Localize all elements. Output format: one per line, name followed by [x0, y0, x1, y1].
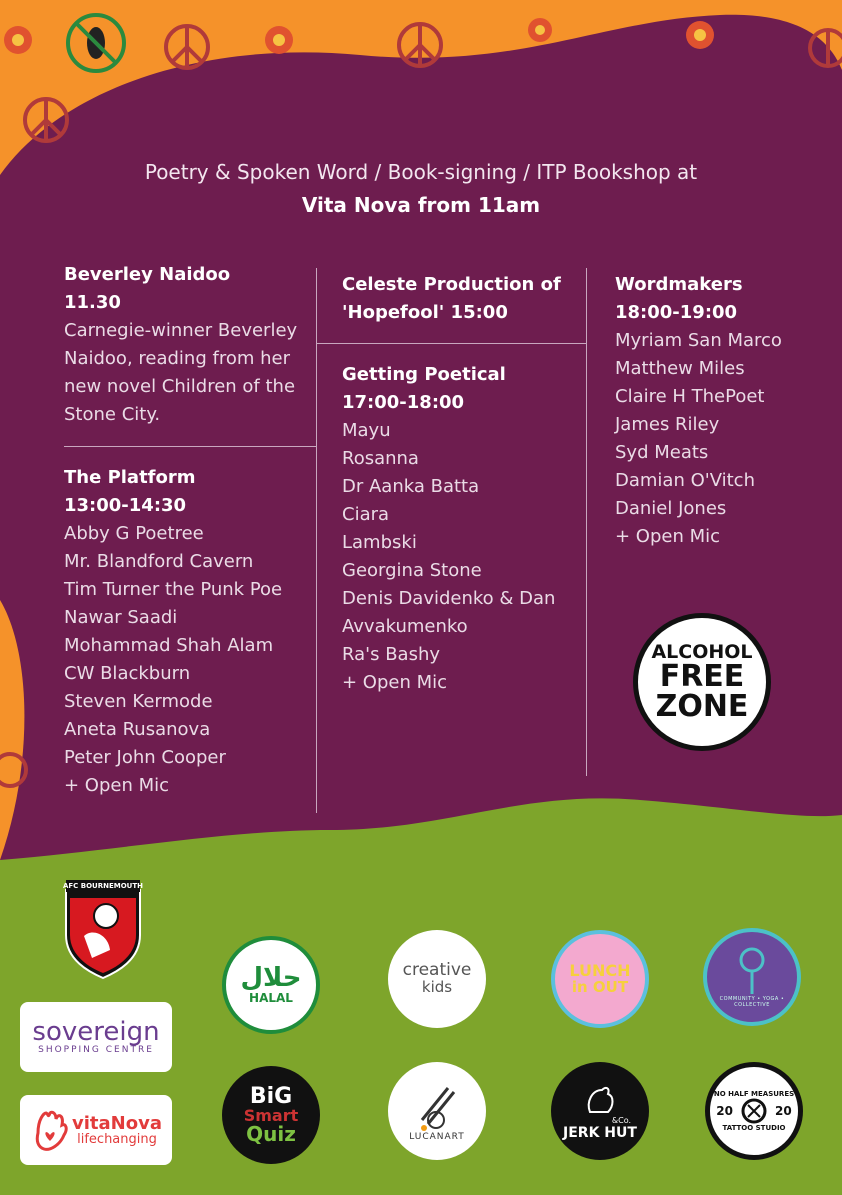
column-1-platform	[64, 464, 282, 800]
header-line-2: Vita Nova from 11am	[301, 193, 541, 217]
platform-name: + Open Mic	[64, 775, 170, 796]
beverley-desc-3: new novel Children of the	[64, 376, 296, 397]
celeste-title-b: 'Hopefool' 15:00	[342, 302, 508, 323]
kids-text: kids	[421, 978, 453, 997]
afc-bournemouth-logo	[62, 880, 144, 980]
beverley-desc-1: Carnegie-winner Beverley	[64, 320, 298, 341]
tattoo-emblem-icon	[741, 1098, 767, 1124]
platform-name: Aneta Rusanova	[64, 719, 211, 740]
vitanova-logo	[20, 1095, 172, 1165]
column-3	[615, 271, 782, 551]
poetical-name: Avvakumenko	[342, 616, 468, 637]
big-smart-quiz-logo	[222, 1066, 320, 1164]
column-2-poetical	[342, 361, 555, 697]
alcohol-free-badge	[633, 613, 771, 751]
poetical-name: Ra's Bashy	[342, 644, 441, 665]
brush-hand-icon	[412, 1080, 462, 1132]
lifechanging-text: lifechanging	[77, 1131, 157, 1147]
celeste-title-a: Celeste Production of	[342, 274, 561, 295]
alcohol-text: ALCOHOL	[651, 640, 753, 663]
column-1	[64, 261, 297, 429]
beverley-desc-2: Naidoo, reading from her	[64, 348, 290, 369]
wordmakers-name: + Open Mic	[615, 526, 721, 547]
beverley-title: Beverley Naidoo	[64, 264, 231, 285]
wordmakers-name: Matthew Miles	[615, 358, 745, 379]
divider-col2	[316, 343, 586, 344]
wordmakers-name: Myriam San Marco	[615, 330, 782, 351]
wordmakers-name: Damian O'Vitch	[615, 470, 755, 491]
poetical-name: + Open Mic	[342, 672, 448, 693]
inout-text: in OUT	[571, 977, 629, 996]
lunch-text: LUNCH	[569, 960, 631, 980]
year-left: 20	[716, 1104, 733, 1118]
platform-name: Abby G Poetree	[64, 523, 204, 544]
jerk-hut-text: JERK HUT	[563, 1124, 637, 1141]
jerk-hut-logo	[551, 1062, 649, 1160]
poetical-name: Lambski	[342, 532, 417, 553]
wordmakers-name: James Riley	[615, 414, 720, 435]
afc-crest-icon	[62, 880, 144, 980]
lunch-in-out-logo	[551, 930, 649, 1028]
tattoo-text: TATTOO STUDIO	[722, 1124, 786, 1132]
poetical-name: Ciara	[342, 504, 390, 525]
hand-heart-icon	[30, 1105, 72, 1155]
creative-kids-logo	[388, 930, 486, 1028]
sovereign-logo	[20, 1002, 172, 1072]
wordmakers-name: Claire H ThePoet	[615, 386, 765, 407]
poetical-name: Dr Aanka Batta	[342, 476, 480, 497]
yoga-figure-icon	[732, 946, 772, 996]
zone-text: ZONE	[655, 688, 749, 724]
sovereign-sub: SHOPPING CENTRE	[38, 1045, 154, 1055]
poetical-name: Mayu	[342, 420, 391, 441]
wordmakers-time: 18:00-19:00	[615, 302, 738, 323]
smart-text: Smart	[243, 1106, 299, 1125]
platform-time: 13:00-14:30	[64, 495, 187, 516]
lucanart-logo	[388, 1062, 486, 1160]
poetical-title: Getting Poetical	[342, 364, 506, 385]
yoga-collective-logo	[703, 928, 801, 1026]
rooster-icon	[580, 1082, 620, 1116]
year-right: 20	[775, 1104, 792, 1118]
halal-arabic: حلال	[240, 963, 302, 993]
vitanova-text: vitaNova	[72, 1112, 162, 1134]
nohalf-text: NO HALF MEASURES	[713, 1090, 795, 1098]
platform-name: Nawar Saadi	[64, 607, 178, 628]
halal-logo	[222, 936, 320, 1034]
free-text: FREE	[659, 658, 745, 694]
sovereign-text: sovereign	[32, 1017, 160, 1047]
header-line-1: Poetry & Spoken Word / Book-signing / ITP Bookshop at	[144, 160, 698, 184]
wordmakers-title: Wordmakers	[615, 274, 743, 295]
beverley-time: 11.30	[64, 292, 121, 313]
platform-name: Tim Turner the Punk Poe	[64, 579, 283, 600]
platform-name: Steven Kermode	[64, 691, 213, 712]
platform-name: Mohammad Shah Alam	[64, 635, 274, 656]
big-text: BiG	[249, 1084, 293, 1109]
divider-v1	[316, 268, 317, 813]
poetical-time: 17:00-18:00	[342, 392, 465, 413]
column-2	[342, 271, 561, 327]
quiz-text: Quiz	[246, 1122, 296, 1146]
poetical-name: Georgina Stone	[342, 560, 482, 581]
platform-name: Mr. Blandford Cavern	[64, 551, 254, 572]
divider-v2	[586, 268, 587, 776]
jerk-co-text: &Co.	[611, 1115, 631, 1125]
platform-title: The Platform	[64, 467, 196, 488]
wordmakers-name: Syd Meats	[615, 442, 709, 463]
divider-col1	[64, 446, 316, 447]
poetical-name: Denis Davidenko & Dan	[342, 588, 556, 609]
beverley-desc-4: Stone City.	[64, 404, 161, 425]
yoga-text: COMMUNITY • YOGA • COLLECTIVE	[719, 996, 785, 1008]
afc-text: AFC BOURNEMOUTH	[62, 882, 143, 890]
creative-text: creative	[402, 960, 472, 981]
platform-name: Peter John Cooper	[64, 747, 226, 768]
wordmakers-name: Daniel Jones	[615, 498, 727, 519]
no-half-measures-logo	[705, 1062, 803, 1160]
lucanart-text: LUCANART	[409, 1132, 465, 1142]
halal-text: HALAL	[249, 991, 293, 1005]
poetical-name: Rosanna	[342, 448, 419, 469]
platform-name: CW Blackburn	[64, 663, 191, 684]
